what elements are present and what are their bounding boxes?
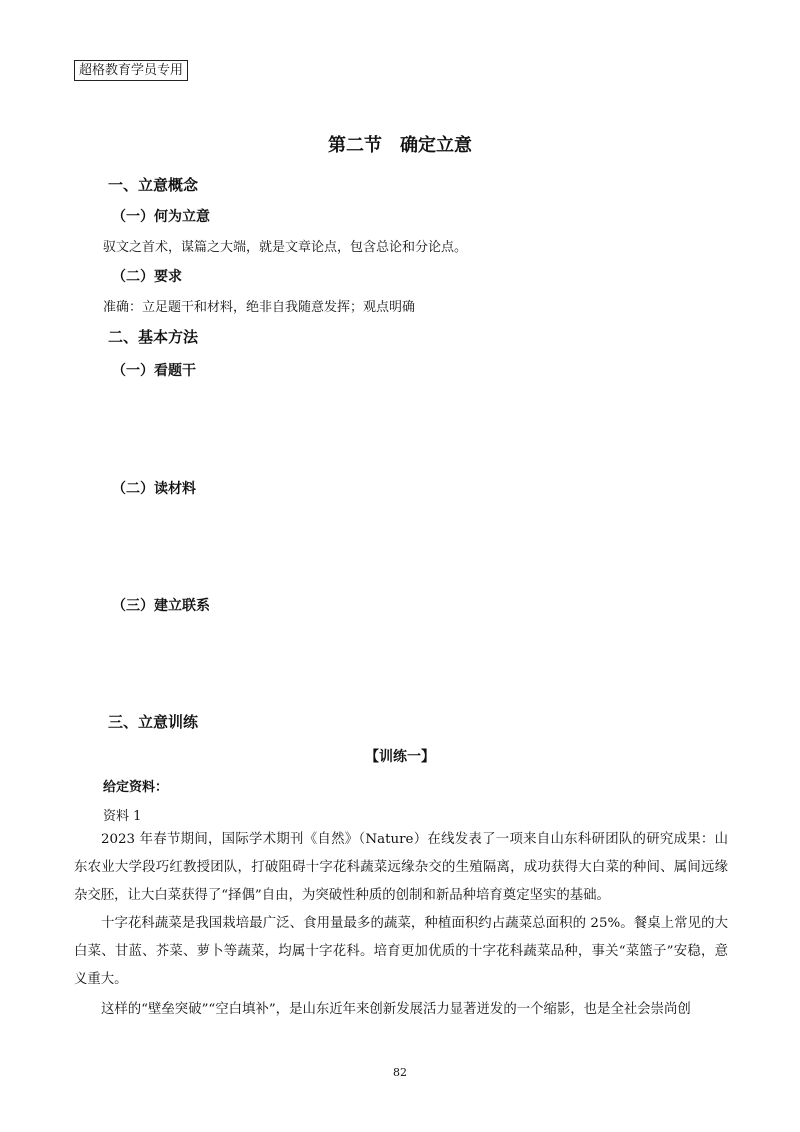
paragraph: 2023 年春节期间，国际学术期刊《自然》（Nature）在线发表了一项来自山东科研团队的研究成果：山东农业大学段巧红教授团队，打破阻碍十字花科蔬菜远缘杂交的生殖隔离，成功获得大白菜的种间、属间远缘杂交胚，让大白菜获得了“择偶”自由，为突破性种质的创制和新品种培育奠定坚实的基础。 [74, 832, 728, 903]
subheading-read-material: （二）读材料 [112, 481, 196, 497]
requirements-text: 准确：立足题干和材料，绝非自我随意发挥；观点明确 [103, 300, 416, 315]
subheading-build-connection: （三）建立联系 [112, 598, 210, 614]
training-label: 【训练一】 [365, 749, 435, 765]
section-heading-concept: 一、立意概念 [108, 176, 199, 194]
page-number: 82 [393, 1066, 407, 1079]
subheading-what-is-theme: （一）何为立意 [112, 209, 210, 225]
material-label: 资料 1 [103, 809, 142, 824]
subheading-requirements: （二）要求 [112, 269, 182, 285]
definition-text: 驭文之首术，谋篇之大端，就是文章论点，包含总论和分论点。 [103, 240, 468, 255]
section-heading-methods: 二、基本方法 [108, 328, 199, 346]
paragraph: 这样的“壁垒突破”“空白填补”，是山东近年来创新发展活力显著迸发的一个缩影，也是全社会崇尚创 [101, 1002, 691, 1017]
paragraph: 十字花科蔬菜是我国栽培最广泛、食用量最多的蔬菜，种植面积约占蔬菜总面积的 25%。餐桌上常见的大白菜、甘蓝、芥菜、萝卜等蔬菜，均属十字花科。培育更加优质的十字花科蔬菜品种，事关“菜篮子”安稳，意义重大。 [74, 916, 728, 987]
given-materials-label: 给定资料： [103, 780, 169, 795]
header-label: 超格教育学员专用 [74, 60, 188, 81]
page-title: 第二节 确定立意 [328, 135, 472, 156]
subheading-read-question: （一）看题干 [112, 363, 196, 379]
section-heading-training: 三、立意训练 [108, 713, 199, 731]
